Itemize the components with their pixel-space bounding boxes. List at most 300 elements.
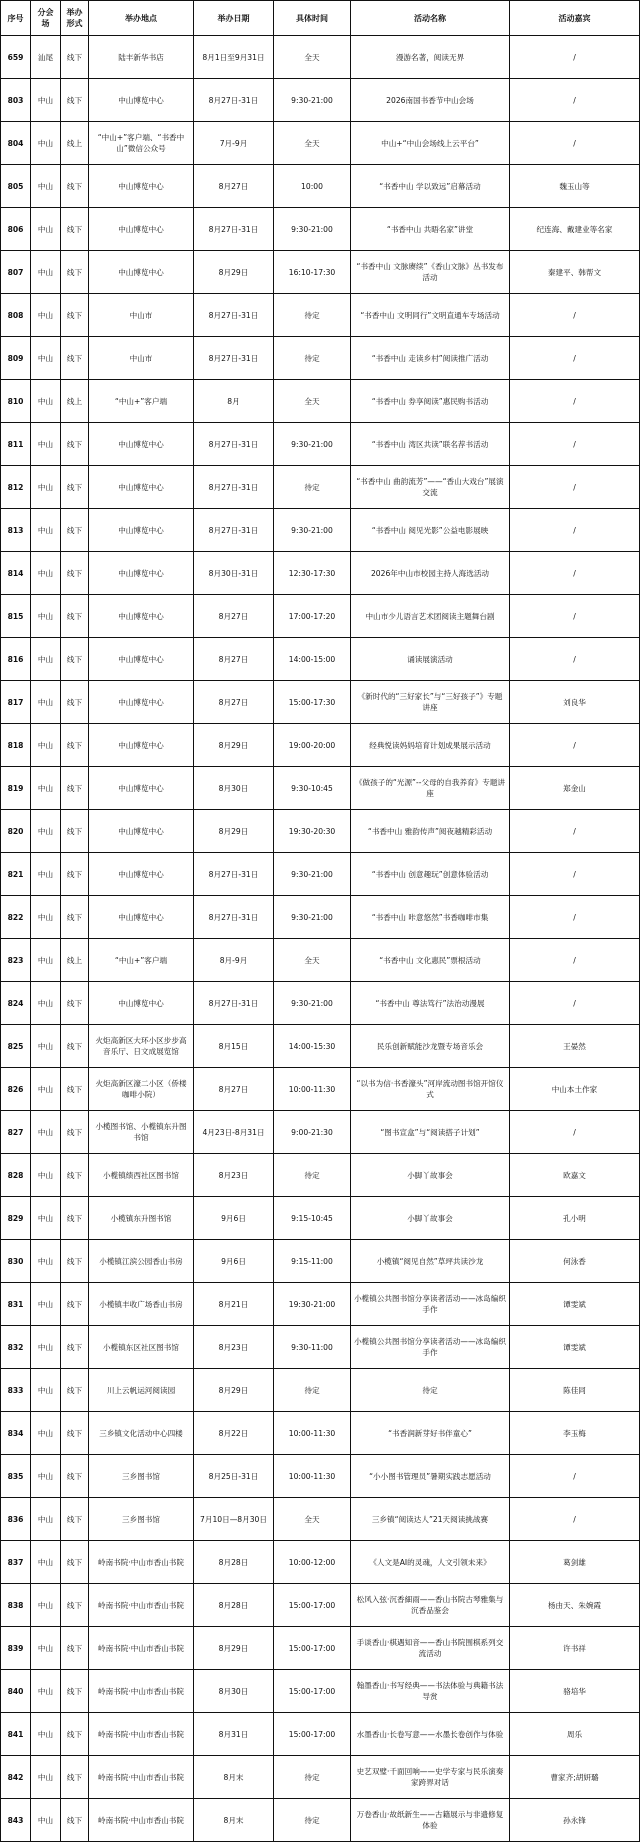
cell-guest: / [510,853,640,896]
cell-serial: 840 [1,1670,31,1713]
cell-time: 10:00-11:30 [274,1412,351,1455]
cell-guest: / [510,810,640,853]
cell-format: 线上 [61,122,89,165]
table-row [1,1498,640,1541]
header-venue: 分会场 [31,1,61,36]
table-row [1,251,640,294]
table-row [1,1154,640,1197]
cell-date: 8月27日 [194,638,274,681]
header-date: 举办日期 [194,1,274,36]
cell-date: 8月29日 [194,724,274,767]
cell-location: “中山+”客户端 [89,380,194,423]
cell-format: 线下 [61,1197,89,1240]
cell-serial: 821 [1,853,31,896]
cell-activity: 小脚丫故事会 [351,1197,510,1240]
cell-date: 8月27日-31日 [194,853,274,896]
cell-venue: 中山 [31,1498,61,1541]
cell-time: 9:30-10:45 [274,767,351,810]
cell-activity: 史艺双璧·千面回响——史学专家与民乐演奏家跨界对话 [351,1756,510,1799]
cell-guest: / [510,595,640,638]
cell-time: 15:00-17:30 [274,681,351,724]
cell-location: 小榄图书馆、小榄镇东升图书馆 [89,1111,194,1154]
table-row [1,810,640,853]
cell-venue: 中山 [31,552,61,595]
cell-format: 线上 [61,939,89,982]
table-row [1,552,640,595]
cell-date: 8月15日 [194,1025,274,1068]
cell-date: 4月23日-8月31日 [194,1111,274,1154]
cell-guest: / [510,982,640,1025]
cell-guest: 郑金山 [510,767,640,810]
cell-serial: 815 [1,595,31,638]
cell-activity: 漫游名著，阅读无界 [351,36,510,79]
cell-activity: 2026年中山市校园主持人海选活动 [351,552,510,595]
cell-time: 全天 [274,36,351,79]
table-row [1,724,640,767]
table-row [1,380,640,423]
cell-venue: 中山 [31,724,61,767]
cell-location: 岭南书院·中山市香山书院 [89,1756,194,1799]
cell-format: 线下 [61,810,89,853]
cell-location: 小榄镇江滨公园香山书房 [89,1240,194,1283]
cell-guest: / [510,79,640,122]
cell-activity: 2026南国书香节中山会场 [351,79,510,122]
cell-date: 8月27日-31日 [194,466,274,509]
cell-activity: 《新时代的“三好家长”与“三好孩子”》专题讲座 [351,681,510,724]
cell-location: “中山+”客户端、“书香中山”微信公众号 [89,122,194,165]
cell-guest: 何泳香 [510,1240,640,1283]
table-row [1,681,640,724]
cell-date: 8月27日 [194,595,274,638]
cell-location: 中山博览中心 [89,595,194,638]
cell-location: 中山博览中心 [89,79,194,122]
header-location: 举办地点 [89,1,194,36]
cell-format: 线下 [61,1326,89,1369]
cell-time: 19:30-21:00 [274,1283,351,1326]
cell-serial: 825 [1,1025,31,1068]
cell-activity: “图书宣盒”与“阅读搭子计划” [351,1111,510,1154]
cell-date: 8月29日 [194,810,274,853]
cell-venue: 中山 [31,1541,61,1584]
cell-serial: 826 [1,1068,31,1111]
cell-serial: 832 [1,1326,31,1369]
cell-guest: 谭雯斌 [510,1326,640,1369]
cell-guest: 刘良华 [510,681,640,724]
cell-guest: 欧嘉文 [510,1154,640,1197]
cell-time: 17:00-17:20 [274,595,351,638]
cell-serial: 659 [1,36,31,79]
cell-activity: 小脚丫故事会 [351,1154,510,1197]
cell-location: 火炬高新区濠二小区（侨楼咖啡小院） [89,1068,194,1111]
cell-location: 岭南书院·中山市香山书院 [89,1627,194,1670]
cell-location: 岭南书院·中山市香山书院 [89,1584,194,1627]
cell-date: 8月22日 [194,1412,274,1455]
cell-guest: / [510,724,640,767]
cell-time: 14:00-15:00 [274,638,351,681]
cell-guest: 骆培华 [510,1670,640,1713]
table-row [1,1111,640,1154]
cell-serial: 829 [1,1197,31,1240]
table-row [1,595,640,638]
table-row [1,767,640,810]
cell-time: 10:00-11:30 [274,1068,351,1111]
cell-activity: “书香中山 走读乡村”阅读推广活动 [351,337,510,380]
cell-guest: / [510,638,640,681]
cell-serial: 837 [1,1541,31,1584]
cell-time: 10:00-12:00 [274,1541,351,1584]
cell-activity: “书香中山 曲韵流芳”——“香山大戏台”展演交流 [351,466,510,509]
cell-venue: 中山 [31,1412,61,1455]
cell-time: 全天 [274,122,351,165]
table-body [1,36,640,1842]
cell-serial: 804 [1,122,31,165]
cell-location: 中山市 [89,294,194,337]
cell-activity: 中山+“中山会场线上云平台” [351,122,510,165]
cell-serial: 823 [1,939,31,982]
cell-serial: 805 [1,165,31,208]
cell-location: 岭南书院·中山市香山书院 [89,1799,194,1842]
cell-time: 全天 [274,939,351,982]
table-row [1,337,640,380]
cell-venue: 中山 [31,767,61,810]
table-row [1,165,640,208]
cell-activity: “小小图书管理员”暑期实践志愿活动 [351,1455,510,1498]
cell-serial: 816 [1,638,31,681]
cell-activity: “以书为信·书香濠头”河岸流动图书馆开馆仪式 [351,1068,510,1111]
cell-format: 线下 [61,1025,89,1068]
cell-date: 8月27日-31日 [194,294,274,337]
cell-date: 8月27日-31日 [194,982,274,1025]
cell-serial: 822 [1,896,31,939]
cell-activity: “书香中山 文脉赓续”《香山文脉》丛书发布活动 [351,251,510,294]
cell-date: 9月6日 [194,1240,274,1283]
cell-venue: 中山 [31,681,61,724]
cell-serial: 803 [1,79,31,122]
cell-format: 线下 [61,251,89,294]
cell-time: 9:15-11:00 [274,1240,351,1283]
cell-location: 陆丰新华书店 [89,36,194,79]
header-time: 具体时间 [274,1,351,36]
cell-time: 12:30-17:30 [274,552,351,595]
cell-time: 9:30-21:00 [274,509,351,552]
cell-location: 中山博览中心 [89,853,194,896]
cell-serial: 807 [1,251,31,294]
cell-location: 中山博览中心 [89,509,194,552]
cell-time: 待定 [274,294,351,337]
cell-guest: / [510,122,640,165]
cell-format: 线下 [61,294,89,337]
cell-date: 8月30日-31日 [194,552,274,595]
cell-serial: 819 [1,767,31,810]
cell-activity: “书香中山 创意趣玩”创意体验活动 [351,853,510,896]
header-guest: 活动嘉宾 [510,1,640,36]
cell-activity: 三乡镇“阅读达人”21天阅读挑战赛 [351,1498,510,1541]
cell-format: 线下 [61,165,89,208]
cell-location: 中山博览中心 [89,982,194,1025]
cell-activity: 《做孩子的“光源”--父母的自我养育》专题讲座 [351,767,510,810]
cell-location: “中山+”客户端 [89,939,194,982]
cell-activity: “书香润新芽好书伴童心” [351,1412,510,1455]
cell-activity: 小榄镇“阅见自然”草坪共读沙龙 [351,1240,510,1283]
cell-venue: 中山 [31,1756,61,1799]
cell-date: 9月6日 [194,1197,274,1240]
cell-time: 9:30-21:00 [274,208,351,251]
cell-venue: 中山 [31,982,61,1025]
cell-date: 8月27日-31日 [194,509,274,552]
table-row [1,1756,640,1799]
cell-time: 15:00-17:00 [274,1713,351,1756]
cell-serial: 814 [1,552,31,595]
cell-location: 中山博览中心 [89,896,194,939]
cell-location: 小榄镇丰收广场香山书房 [89,1283,194,1326]
cell-time: 待定 [274,1756,351,1799]
header-format: 举办 形式 [61,1,89,36]
cell-date: 7月-9月 [194,122,274,165]
table-row [1,466,640,509]
cell-format: 线下 [61,1627,89,1670]
table-row [1,1240,640,1283]
cell-format: 线下 [61,509,89,552]
cell-serial: 820 [1,810,31,853]
cell-venue: 中山 [31,939,61,982]
cell-guest: 葛剑雄 [510,1541,640,1584]
cell-serial: 828 [1,1154,31,1197]
cell-venue: 中山 [31,896,61,939]
table-row [1,294,640,337]
cell-venue: 中山 [31,1197,61,1240]
cell-activity: 万卷香山·故纸新生——古籍展示与非遗修复体验 [351,1799,510,1842]
cell-date: 8月28日 [194,1541,274,1584]
cell-guest: 中山本土作家 [510,1068,640,1111]
cell-guest: / [510,337,640,380]
cell-date: 8月30日 [194,767,274,810]
cell-activity: “书香中山 文化惠民”票根活动 [351,939,510,982]
cell-serial: 841 [1,1713,31,1756]
cell-venue: 中山 [31,1240,61,1283]
cell-guest: 许书祥 [510,1627,640,1670]
header-serial: 序号 [1,1,31,36]
cell-venue: 中山 [31,380,61,423]
cell-activity: “书香中山 雅韵传声”阅夜越精彩活动 [351,810,510,853]
cell-time: 全天 [274,1498,351,1541]
cell-format: 线下 [61,79,89,122]
cell-format: 线下 [61,1154,89,1197]
cell-format: 线下 [61,1240,89,1283]
cell-venue: 中山 [31,1154,61,1197]
cell-time: 待定 [274,466,351,509]
cell-activity: 诵读展演活动 [351,638,510,681]
cell-guest: 魏玉山等 [510,165,640,208]
cell-time: 9:30-21:00 [274,896,351,939]
table-row [1,1283,640,1326]
cell-time: 待定 [274,1369,351,1412]
cell-activity: 松风入弦·沉香細雨——香山书院古琴雅集与沉香品鉴会 [351,1584,510,1627]
cell-format: 线下 [61,982,89,1025]
cell-venue: 中山 [31,509,61,552]
cell-venue: 中山 [31,1584,61,1627]
cell-serial: 806 [1,208,31,251]
cell-activity: 民乐创新赋能沙龙暨专场音乐会 [351,1025,510,1068]
cell-guest: 杨由天、朱婉霞 [510,1584,640,1627]
cell-venue: 中山 [31,810,61,853]
cell-serial: 831 [1,1283,31,1326]
cell-activity: “书香中山 阅见光影”公益电影展映 [351,509,510,552]
cell-location: 中山博览中心 [89,466,194,509]
cell-serial: 833 [1,1369,31,1412]
cell-time: 待定 [274,1154,351,1197]
cell-location: 三乡图书馆 [89,1455,194,1498]
cell-format: 线下 [61,1412,89,1455]
cell-date: 8月-9月 [194,939,274,982]
cell-time: 9:30-21:00 [274,423,351,466]
cell-format: 线下 [61,423,89,466]
cell-guest: / [510,1455,640,1498]
table-row [1,638,640,681]
cell-guest: 孙永锋 [510,1799,640,1842]
table-row [1,1799,640,1842]
cell-activity: “书香中山 咔意悠然”书香咖啡市集 [351,896,510,939]
table-row [1,1068,640,1111]
cell-venue: 中山 [31,1025,61,1068]
cell-date: 8月27日-31日 [194,896,274,939]
cell-serial: 808 [1,294,31,337]
table-row [1,1713,640,1756]
cell-location: 中山博览中心 [89,423,194,466]
cell-location: 中山博览中心 [89,767,194,810]
cell-serial: 830 [1,1240,31,1283]
cell-location: 中山博览中心 [89,810,194,853]
cell-guest: / [510,423,640,466]
cell-serial: 812 [1,466,31,509]
cell-location: 中山博览中心 [89,552,194,595]
cell-serial: 811 [1,423,31,466]
cell-time: 全天 [274,380,351,423]
cell-location: 中山博览中心 [89,208,194,251]
cell-time: 15:00-17:00 [274,1670,351,1713]
cell-format: 线下 [61,1111,89,1154]
cell-guest: / [510,36,640,79]
cell-serial: 810 [1,380,31,423]
cell-serial: 839 [1,1627,31,1670]
cell-venue: 中山 [31,466,61,509]
table-row [1,1197,640,1240]
cell-date: 8月27日-31日 [194,208,274,251]
cell-guest: 秦建平、韩帮文 [510,251,640,294]
cell-format: 线下 [61,337,89,380]
cell-date: 8月29日 [194,1627,274,1670]
cell-location: 小榄镇东区社区图书馆 [89,1326,194,1369]
cell-format: 线下 [61,1498,89,1541]
cell-date: 8月29日 [194,1369,274,1412]
cell-date: 8月30日 [194,1670,274,1713]
table-row [1,1584,640,1627]
cell-guest: / [510,939,640,982]
cell-location: 三乡图书馆 [89,1498,194,1541]
cell-serial: 818 [1,724,31,767]
cell-time: 10:00 [274,165,351,208]
cell-activity: 待定 [351,1369,510,1412]
cell-venue: 中山 [31,1326,61,1369]
cell-venue: 中山 [31,251,61,294]
cell-serial: 827 [1,1111,31,1154]
cell-guest: / [510,380,640,423]
cell-format: 线下 [61,724,89,767]
cell-location: 小榄镇绩西社区图书馆 [89,1154,194,1197]
cell-serial: 838 [1,1584,31,1627]
cell-location: 中山市 [89,337,194,380]
table-row [1,1455,640,1498]
cell-venue: 中山 [31,595,61,638]
cell-guest: / [510,466,640,509]
cell-venue: 中山 [31,294,61,337]
cell-venue: 中山 [31,208,61,251]
cell-date: 8月27日 [194,681,274,724]
cell-format: 线下 [61,595,89,638]
cell-format: 线下 [61,1756,89,1799]
table-row [1,1369,640,1412]
cell-venue: 中山 [31,1670,61,1713]
cell-venue: 中山 [31,1713,61,1756]
cell-format: 线下 [61,767,89,810]
cell-location: 中山博览中心 [89,165,194,208]
cell-format: 线下 [61,36,89,79]
header-activity: 活动名称 [351,1,510,36]
cell-venue: 中山 [31,638,61,681]
table-row [1,1326,640,1369]
cell-format: 线下 [61,1584,89,1627]
table-row [1,939,640,982]
cell-date: 8月31日 [194,1713,274,1756]
cell-guest: 曹家齐;胡妍璐 [510,1756,640,1799]
cell-guest: 孔小明 [510,1197,640,1240]
cell-time: 待定 [274,337,351,380]
cell-time: 19:30-20:30 [274,810,351,853]
cell-activity: 中山市少儿语言艺术团阅读主题舞台剧 [351,595,510,638]
cell-date: 8月27日 [194,165,274,208]
cell-date: 8月 [194,380,274,423]
table-row [1,423,640,466]
cell-time: 9:30-21:00 [274,79,351,122]
cell-time: 9:00-21:30 [274,1111,351,1154]
table-row [1,122,640,165]
cell-venue: 中山 [31,423,61,466]
cell-serial: 843 [1,1799,31,1842]
table-row [1,509,640,552]
cell-time: 14:00-15:30 [274,1025,351,1068]
cell-activity: “书香中山 共晤名家”讲堂 [351,208,510,251]
cell-date: 8月1日至9月31日 [194,36,274,79]
cell-time: 15:00-17:00 [274,1584,351,1627]
cell-date: 8月27日-31日 [194,337,274,380]
cell-serial: 836 [1,1498,31,1541]
cell-location: 三乡镇文化活动中心四楼 [89,1412,194,1455]
cell-guest: / [510,509,640,552]
cell-time: 16:10-17:30 [274,251,351,294]
cell-guest: 周乐 [510,1713,640,1756]
cell-guest: 纪连海、戴建业等名家 [510,208,640,251]
cell-format: 线下 [61,466,89,509]
cell-venue: 中山 [31,1111,61,1154]
table-row [1,36,640,79]
cell-format: 线下 [61,853,89,896]
cell-serial: 834 [1,1412,31,1455]
cell-venue: 中山 [31,337,61,380]
cell-serial: 813 [1,509,31,552]
table-row [1,896,640,939]
cell-venue: 中山 [31,1068,61,1111]
cell-guest: 李玉梅 [510,1412,640,1455]
cell-format: 线下 [61,1713,89,1756]
